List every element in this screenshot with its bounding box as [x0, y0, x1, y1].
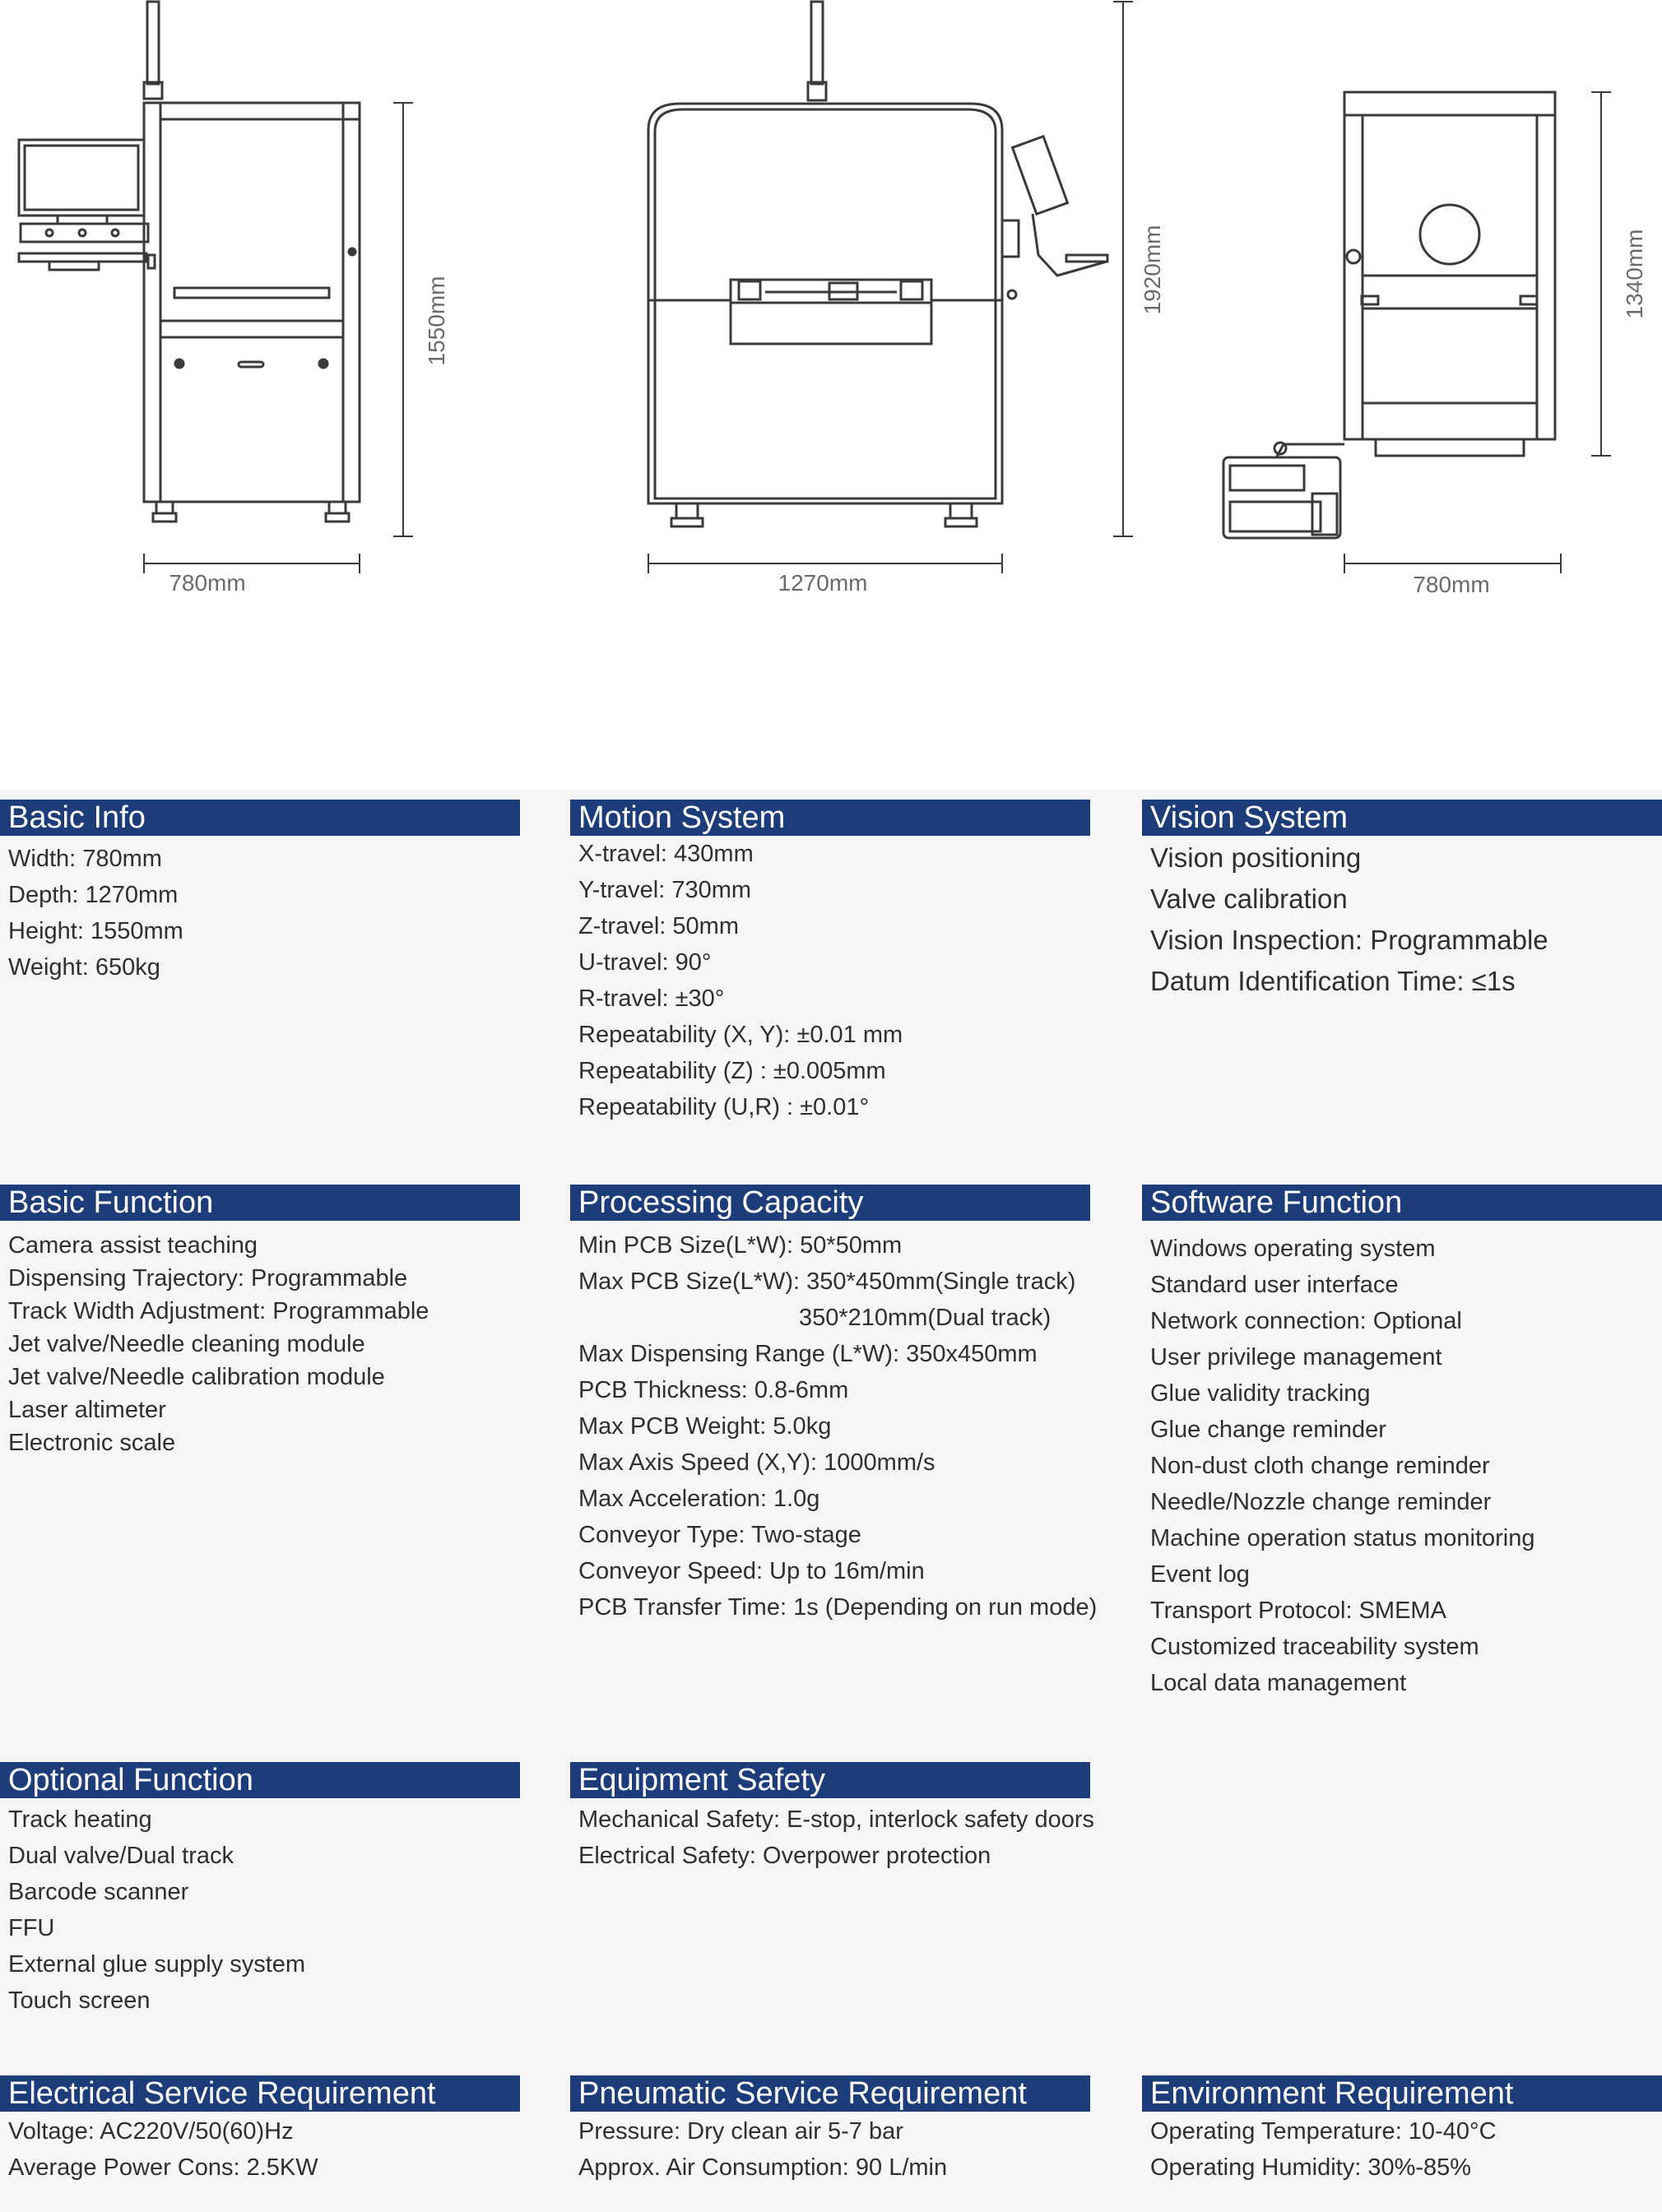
spec-item: Y-travel: 730mm — [578, 877, 752, 903]
spec-item: Datum Identification Time: ≤1s — [1150, 966, 1516, 996]
section-title: Software Function — [1142, 1185, 1662, 1221]
spec-item: Vision Inspection: Programmable — [1150, 925, 1548, 955]
spec-item: User privilege management — [1150, 1344, 1442, 1370]
spec-item: External glue supply system — [8, 1951, 306, 1978]
side-view-left — [19, 2, 413, 573]
spec-item: Electronic scale — [8, 1430, 176, 1456]
section-title: Basic Info — [0, 800, 520, 836]
spec-item: Max Dispensing Range (L*W): 350x450mm — [578, 1341, 1038, 1367]
spec-item: Valve calibration — [1150, 883, 1348, 914]
spec-item: Conveyor Speed: Up to 16m/min — [578, 1558, 925, 1584]
section-software-function — [1142, 1185, 1662, 1701]
spec-item: PCB Thickness: 0.8-6mm — [578, 1377, 849, 1403]
section-electrical-service — [0, 2075, 520, 2186]
spec-item: Max PCB Size(L*W): 350*450mm(Single track) — [578, 1268, 1076, 1295]
dim-left-width: 780mm — [169, 570, 246, 596]
spec-item: Max Acceleration: 1.0g — [578, 1486, 820, 1512]
spec-item: Vision positioning — [1150, 842, 1362, 873]
spec-item: Height: 1550mm — [8, 918, 183, 944]
section-equipment-safety — [570, 1762, 1095, 1874]
spec-item: FFU — [8, 1915, 55, 1941]
spec-item: Approx. Air Consumption: 90 L/min — [578, 2154, 948, 2181]
machine-drawings — [0, 0, 1662, 790]
spec-item: Depth: 1270mm — [8, 882, 179, 908]
spec-item: U-travel: 90° — [578, 949, 712, 976]
section-title: Optional Function — [0, 1762, 520, 1798]
spec-item: 350*210mm(Dual track) — [799, 1305, 1052, 1331]
section-title: Electrical Service Requirement — [0, 2075, 520, 2112]
section-pneumatic-service — [570, 2075, 1090, 2186]
spec-item: Jet valve/Needle calibration module — [8, 1364, 385, 1390]
section-title: Equipment Safety — [570, 1762, 1090, 1798]
spec-item: Voltage: AC220V/50(60)Hz — [8, 2118, 294, 2145]
spec-item: Average Power Cons: 2.5KW — [8, 2154, 318, 2181]
spec-item: Transport Protocol: SMEMA — [1150, 1598, 1446, 1624]
spec-item: Local data management — [1150, 1670, 1407, 1696]
section-title: Processing Capacity — [570, 1185, 1090, 1221]
spec-item: Jet valve/Needle cleaning module — [8, 1331, 365, 1357]
spec-item: Repeatability (U,R) : ±0.01° — [578, 1094, 870, 1120]
spec-item: Repeatability (X, Y): ±0.01 mm — [578, 1022, 903, 1048]
spec-item: Max PCB Weight: 5.0kg — [578, 1413, 832, 1440]
spec-item: Weight: 650kg — [8, 954, 160, 981]
section-title: Basic Function — [0, 1185, 520, 1221]
section-title: Pneumatic Service Requirement — [570, 2075, 1090, 2112]
spec-item: Track Width Adjustment: Programmable — [8, 1298, 429, 1324]
dim-right-height: 1340mm — [1622, 229, 1647, 319]
section-title: Vision System — [1142, 800, 1662, 836]
machine-drawings-svg — [0, 0, 1662, 790]
spec-item: Z-travel: 50mm — [578, 913, 739, 939]
spec-item: Conveyor Type: Two-stage — [578, 1522, 861, 1548]
spec-item: Laser altimeter — [8, 1397, 166, 1423]
spec-item: Min PCB Size(L*W): 50*50mm — [578, 1232, 903, 1259]
spec-item: Operating Humidity: 30%-85% — [1150, 2154, 1472, 2181]
section-basic-info — [0, 800, 520, 985]
section-vision-system — [1142, 800, 1662, 1002]
spec-item: Network connection: Optional — [1150, 1308, 1462, 1334]
spec-item: Glue change reminder — [1150, 1417, 1386, 1443]
spec-item: Non-dust cloth change reminder — [1150, 1453, 1490, 1479]
spec-item: Repeatability (Z) : ±0.005mm — [578, 1058, 886, 1084]
spec-item: Customized traceability system — [1150, 1634, 1479, 1660]
dim-front-height: 1920mm — [1140, 225, 1165, 315]
spec-item: Machine operation status monitoring — [1150, 1525, 1535, 1551]
spec-item: Operating Temperature: 10-40°C — [1150, 2118, 1497, 2145]
section-processing-capacity — [570, 1185, 1098, 1625]
spec-item: PCB Transfer Time: 1s (Depending on run mode) — [578, 1594, 1098, 1621]
spec-item: Width: 780mm — [8, 846, 162, 872]
spec-item: Dual valve/Dual track — [8, 1843, 234, 1869]
dim-front-width: 1270mm — [778, 570, 868, 596]
spec-item: X-travel: 430mm — [578, 841, 754, 867]
spec-item: Dispensing Trajectory: Programmable — [8, 1265, 408, 1291]
spec-item: Pressure: Dry clean air 5-7 bar — [578, 2118, 903, 2145]
section-environment — [1142, 2075, 1662, 2186]
front-view — [648, 2, 1133, 573]
section-basic-function — [0, 1185, 520, 1459]
spec-item: Camera assist teaching — [8, 1232, 258, 1259]
spec-item: Barcode scanner — [8, 1879, 189, 1905]
spec-sheet — [0, 790, 1662, 2212]
spec-item: Standard user interface — [1150, 1272, 1399, 1298]
spec-item: Event log — [1150, 1561, 1250, 1588]
spec-item: Electrical Safety: Overpower protection — [578, 1843, 991, 1869]
spec-item: Needle/Nozzle change reminder — [1150, 1489, 1492, 1515]
spec-item: Windows operating system — [1150, 1236, 1436, 1262]
side-view-right — [1223, 92, 1611, 573]
section-motion-system — [570, 800, 1090, 1125]
dim-left-height: 1550mm — [424, 276, 449, 366]
section-title: Motion System — [570, 800, 1090, 836]
spec-item: Max Axis Speed (X,Y): 1000mm/s — [578, 1449, 935, 1476]
spec-item: Touch screen — [8, 1987, 151, 2014]
spec-item: Mechanical Safety: E-stop, interlock safety doors — [578, 1806, 1095, 1833]
spec-item: R-travel: ±30° — [578, 985, 725, 1012]
spec-item: Glue validity tracking — [1150, 1380, 1371, 1407]
spec-item: Track heating — [8, 1806, 152, 1833]
section-optional-function — [0, 1762, 520, 2019]
section-title: Environment Requirement — [1142, 2075, 1662, 2112]
dim-right-width: 780mm — [1413, 572, 1490, 597]
